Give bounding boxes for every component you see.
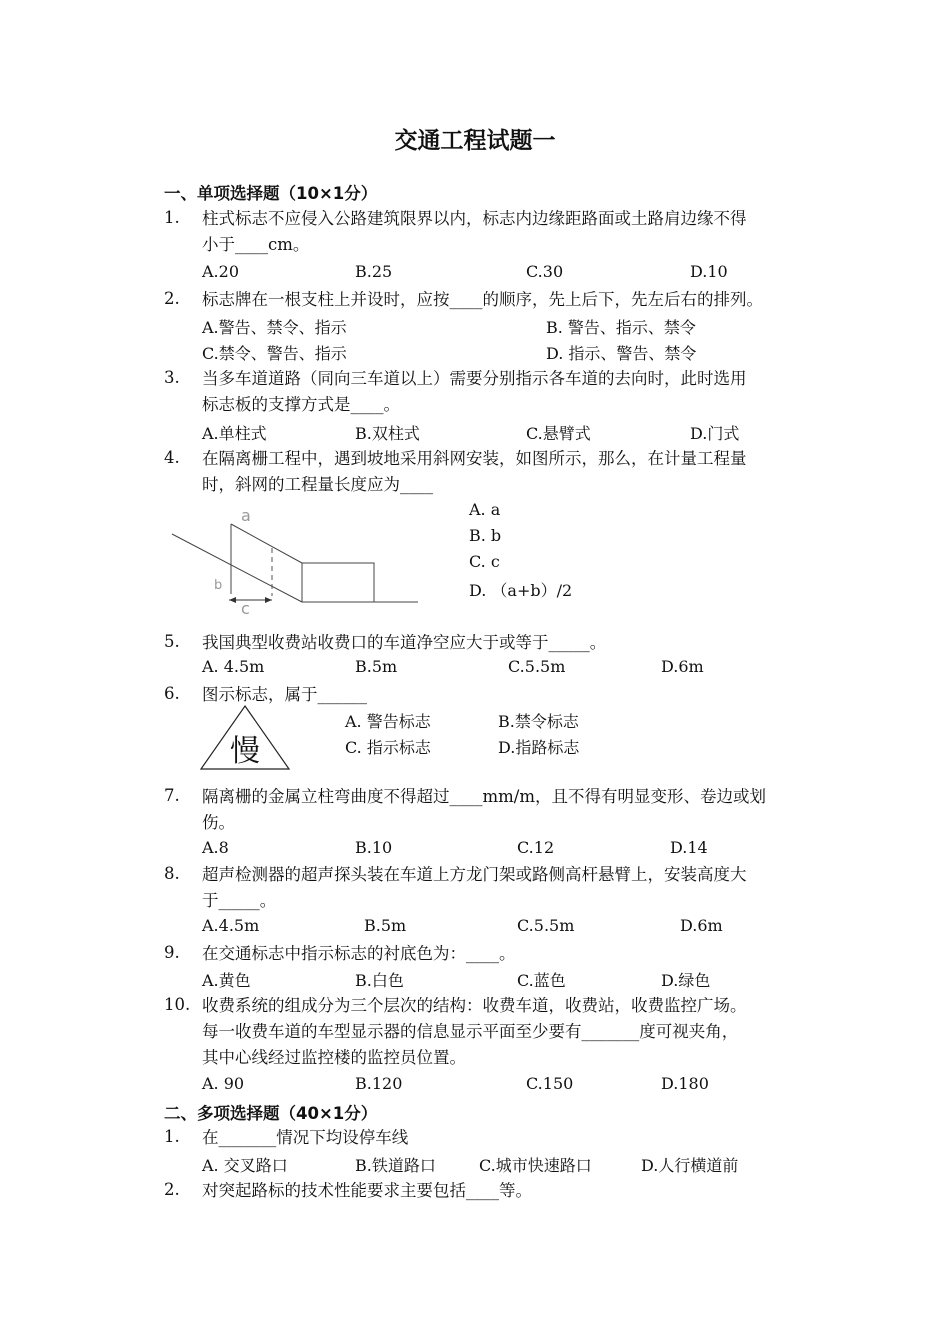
question-text: 图示标志，属于______ bbox=[202, 685, 367, 704]
option-d: D.14 bbox=[670, 838, 708, 857]
option-a: A.8 bbox=[202, 838, 229, 857]
sign-character: 慢 bbox=[230, 734, 260, 769]
option-b: B. b bbox=[469, 526, 502, 545]
question-text: 我国典型收费站收费口的车道净空应大于或等于_____。 bbox=[202, 633, 607, 652]
option-b: B.白色 bbox=[355, 971, 404, 990]
option-b: B.5m bbox=[355, 657, 398, 676]
label-a: a bbox=[241, 506, 251, 525]
option-a: A.警告、禁令、指示 bbox=[202, 318, 347, 337]
option-c: C.30 bbox=[526, 262, 564, 281]
question-text: 在交通标志中指示标志的衬底色为：____。 bbox=[202, 944, 516, 963]
question-line: 其中心线经过监控楼的监控员位置。 bbox=[202, 1048, 466, 1067]
question-number: 1. bbox=[164, 1127, 180, 1146]
option-d: D.指路标志 bbox=[498, 738, 580, 757]
option-d: D.6m bbox=[661, 657, 704, 676]
option-b: B.禁令标志 bbox=[498, 712, 579, 731]
arrow-right-icon bbox=[265, 597, 272, 603]
option-b: B. 警告、指示、禁令 bbox=[546, 318, 696, 337]
option-a: A. 90 bbox=[202, 1074, 245, 1093]
question-number: 8. bbox=[164, 864, 180, 883]
question-text bbox=[202, 784, 842, 836]
option-c: C.悬臂式 bbox=[526, 424, 591, 443]
question-line: 超声检测器的超声探头装在车道上方龙门架或路侧高杆悬臂上，安装高度大 bbox=[202, 865, 747, 884]
flat-fence-panel bbox=[302, 563, 374, 602]
option-d: D.绿色 bbox=[661, 971, 711, 990]
option-b: B.25 bbox=[355, 262, 393, 281]
question-text bbox=[202, 446, 842, 498]
option-d: D.10 bbox=[690, 262, 728, 281]
option-d: D. 指示、警告、禁令 bbox=[546, 344, 697, 363]
option-c: C.12 bbox=[517, 838, 555, 857]
question-line: 标志板的支撑方式是____。 bbox=[202, 395, 400, 414]
option-c: C.5.5m bbox=[508, 657, 566, 676]
option-a: A.4.5m bbox=[202, 916, 260, 935]
question-line: 于_____。 bbox=[202, 891, 277, 910]
question-line: 柱式标志不应侵入公路建筑限界以内，标志内边缘距路面或土路肩边缘不得 bbox=[202, 209, 747, 228]
question-number: 2. bbox=[164, 1180, 180, 1199]
option-c: C.150 bbox=[526, 1074, 574, 1093]
question-line: 收费系统的组成分为三个层次的结构：收费车道，收费站，收费监控广场。 bbox=[202, 996, 747, 1015]
option-d: D. （a+b）/2 bbox=[469, 581, 573, 600]
question-text: 在_______情况下均设停车线 bbox=[202, 1128, 409, 1147]
question-number: 1. bbox=[164, 208, 180, 227]
slope-line bbox=[172, 534, 302, 602]
option-d: D.门式 bbox=[690, 424, 740, 443]
question-number: 9. bbox=[164, 943, 180, 962]
question-line: 隔离栅的金属立柱弯曲度不得超过____mm/m，且不得有明显变形、卷边或划 bbox=[202, 787, 766, 806]
question-line: 当多车道道路（同向三车道以上）需要分别指示各车道的去向时，此时选用 bbox=[202, 369, 747, 388]
option-a: A. 4.5m bbox=[202, 657, 265, 676]
question-number: 10. bbox=[164, 995, 191, 1014]
option-c: C. c bbox=[469, 552, 500, 571]
option-c: C. 指示标志 bbox=[345, 738, 431, 757]
question-line: 在隔离栅工程中，遇到坡地采用斜网安装，如图所示，那么，在计量工程量 bbox=[202, 449, 747, 468]
option-a: A. a bbox=[469, 500, 501, 519]
option-a: A. 交叉路口 bbox=[202, 1156, 288, 1175]
section-heading-single-choice: 一、单项选择题（10×1分） bbox=[164, 184, 378, 203]
option-b: B.10 bbox=[355, 838, 393, 857]
question-number: 3. bbox=[164, 368, 180, 387]
question-text: 标志牌在一根支柱上并设时，应按____的顺序，先上后下，先左后右的排列。 bbox=[202, 290, 763, 309]
option-a: A.黄色 bbox=[202, 971, 251, 990]
option-a: A.单柱式 bbox=[202, 424, 267, 443]
section-heading-multiple-choice: 二、多项选择题（40×1分） bbox=[164, 1104, 378, 1123]
fence-top-slope bbox=[231, 524, 302, 563]
question-text bbox=[202, 993, 842, 1071]
option-d: D.人行横道前 bbox=[641, 1156, 739, 1175]
question-number: 5. bbox=[164, 632, 180, 651]
option-a: A. 警告标志 bbox=[345, 712, 431, 731]
label-c: c bbox=[241, 599, 250, 615]
question-number: 4. bbox=[164, 448, 180, 467]
option-c: C.蓝色 bbox=[517, 971, 566, 990]
arrow-left-icon bbox=[229, 597, 236, 603]
warning-sign-slow bbox=[200, 703, 292, 771]
label-b: b bbox=[214, 578, 223, 593]
option-b: B.铁道路口 bbox=[355, 1156, 436, 1175]
question-line: 小于____cm。 bbox=[202, 235, 310, 254]
question-line: 伤。 bbox=[202, 813, 235, 832]
option-c: C.城市快速路口 bbox=[479, 1156, 592, 1175]
question-line: 每一收费车道的车型显示器的信息显示平面至少要有_______度可视夹角， bbox=[202, 1022, 739, 1041]
page-title: 交通工程试题一 bbox=[394, 128, 556, 154]
question-number: 7. bbox=[164, 786, 180, 805]
question-line: 时，斜网的工程量长度应为____ bbox=[202, 475, 433, 494]
question-text bbox=[202, 206, 842, 258]
option-b: B.120 bbox=[355, 1074, 403, 1093]
option-a: A.20 bbox=[202, 262, 239, 281]
question-text bbox=[202, 862, 842, 914]
option-d: D.6m bbox=[680, 916, 723, 935]
option-c: C.5.5m bbox=[517, 916, 575, 935]
slope-fence-diagram bbox=[168, 500, 423, 615]
question-number: 6. bbox=[164, 684, 180, 703]
option-d: D.180 bbox=[661, 1074, 709, 1093]
option-b: B.5m bbox=[364, 916, 407, 935]
question-text: 对突起路标的技术性能要求主要包括____等。 bbox=[202, 1181, 532, 1200]
option-b: B.双柱式 bbox=[355, 424, 420, 443]
option-c: C.禁令、警告、指示 bbox=[202, 344, 347, 363]
question-text bbox=[202, 366, 842, 418]
question-number: 2. bbox=[164, 289, 180, 308]
